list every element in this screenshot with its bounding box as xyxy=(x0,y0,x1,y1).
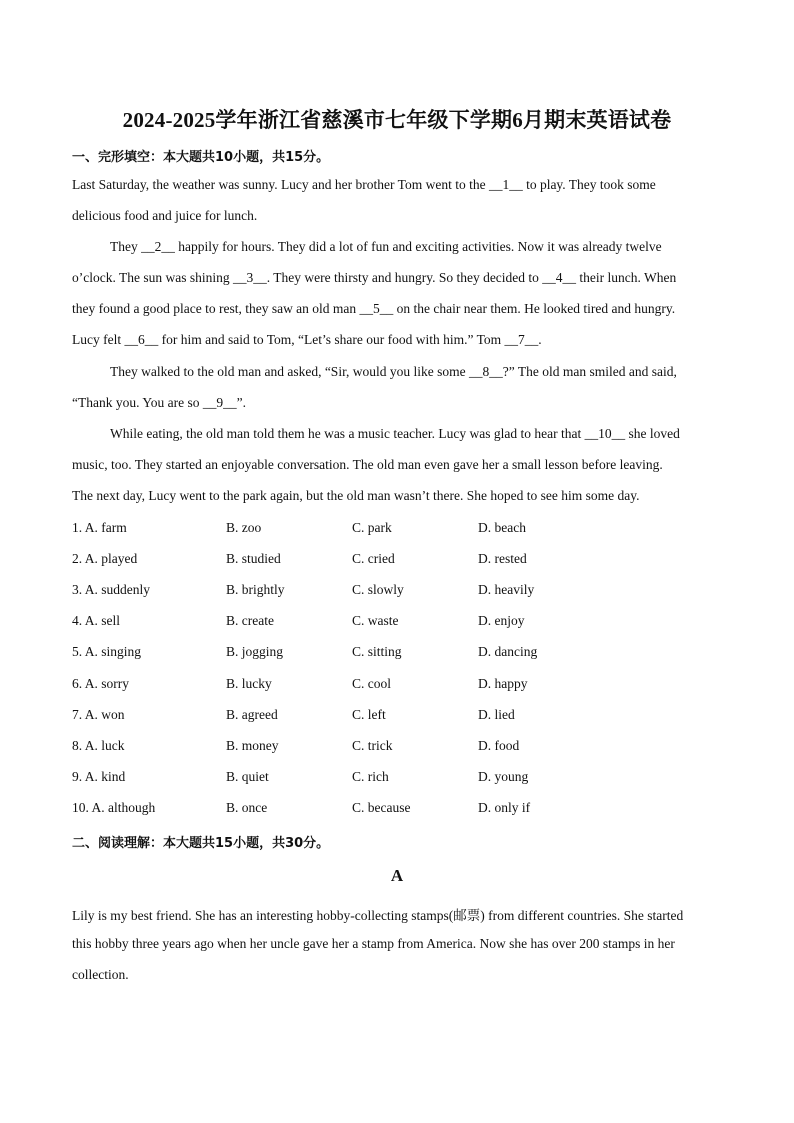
page-title: 2024-2025学年浙江省慈溪市七年级下学期6月期末英语试卷 xyxy=(122,108,672,132)
option-a: 10. A. although xyxy=(72,800,156,815)
option-b: B. brightly xyxy=(226,582,285,597)
option-c: C. sitting xyxy=(352,644,402,659)
option-c: C. park xyxy=(352,520,392,535)
passage-letter: A xyxy=(390,866,404,885)
reading-line-3: collection. xyxy=(72,967,129,982)
option-b: B. studied xyxy=(226,551,281,566)
option-b: B. lucky xyxy=(226,676,272,691)
option-c: C. slowly xyxy=(352,582,404,597)
option-d: D. young xyxy=(478,769,529,784)
cloze-line-10: music, too. They started an enjoyable conversation. The old man even gave her a small lesson before leaving. xyxy=(72,457,663,472)
cloze-line-8: “Thank you. You are so __9__”. xyxy=(72,395,246,410)
option-c: C. cried xyxy=(352,551,395,566)
option-b: B. create xyxy=(226,613,274,628)
cloze-line-4: o’clock. The sun was shining __3__. They were thirsty and hungry. So they decided to __4__ their lunch. When xyxy=(72,270,677,285)
cloze-line-7: They walked to the old man and asked, “Sir, would you like some __8__?” The old man smiled and said, xyxy=(110,364,677,379)
option-b: B. jogging xyxy=(226,644,284,659)
option-c: C. trick xyxy=(352,738,393,753)
option-d: D. only if xyxy=(478,800,531,815)
reading-line-1: Lily is my best friend. She has an interesting hobby-collecting stamps(邮票) from different countries. She started xyxy=(72,908,684,923)
option-a: 5. A. singing xyxy=(72,644,142,659)
option-d: D. happy xyxy=(478,676,528,691)
option-a: 2. A. played xyxy=(72,551,138,566)
option-b: B. quiet xyxy=(226,769,269,784)
option-d: D. enjoy xyxy=(478,613,525,628)
option-b: B. agreed xyxy=(226,707,278,722)
option-a: 9. A. kind xyxy=(72,769,126,784)
cloze-line-11: The next day, Lucy went to the park again, but the old man wasn’t there. She hoped to see him some day. xyxy=(72,488,640,503)
cloze-line-3: They __2__ happily for hours. They did a lot of fun and exciting activities. Now it was already twelve xyxy=(110,239,662,254)
option-d: D. rested xyxy=(478,551,527,566)
reading-line-2: this hobby three years ago when her uncle gave her a stamp from America. Now she has over 200 stamps in her xyxy=(72,936,675,951)
option-a: 1. A. farm xyxy=(72,520,127,535)
option-c: C. rich xyxy=(352,769,389,784)
option-c: C. left xyxy=(352,707,386,722)
option-c: C. waste xyxy=(352,613,399,628)
option-a: 7. A. won xyxy=(72,707,125,722)
cloze-line-5: they found a good place to rest, they saw an old man __5__ on the chair near them. He looked tired and hungry. xyxy=(72,301,676,316)
option-b: B. zoo xyxy=(226,520,262,535)
option-d: D. food xyxy=(478,738,520,753)
section-2-heading: 二、阅读理解：本大题共15小题，共30分。 xyxy=(72,836,330,851)
cloze-line-9: While eating, the old man told them he was a music teacher. Lucy was glad to hear that __10__ she loved xyxy=(110,426,680,441)
section-1-heading: 一、完形填空：本大题共10小题，共15分。 xyxy=(72,150,330,165)
option-a: 8. A. luck xyxy=(72,738,125,753)
cloze-line-2: delicious food and juice for lunch. xyxy=(72,208,258,223)
cloze-line-1: Last Saturday, the weather was sunny. Lucy and her brother Tom went to the __1__ to play. They took some xyxy=(72,177,656,192)
option-d: D. heavily xyxy=(478,582,535,597)
option-d: D. dancing xyxy=(478,644,538,659)
cloze-line-6: Lucy felt __6__ for him and said to Tom, “Let’s share our food with him.” Tom __7__. xyxy=(72,332,542,347)
option-c: C. because xyxy=(352,800,411,815)
option-d: D. beach xyxy=(478,520,526,535)
option-d: D. lied xyxy=(478,707,515,722)
option-b: B. money xyxy=(226,738,279,753)
option-a: 4. A. sell xyxy=(72,613,121,628)
option-b: B. once xyxy=(226,800,268,815)
option-a: 3. A. suddenly xyxy=(72,582,151,597)
option-c: C. cool xyxy=(352,676,391,691)
option-a: 6. A. sorry xyxy=(72,676,129,691)
